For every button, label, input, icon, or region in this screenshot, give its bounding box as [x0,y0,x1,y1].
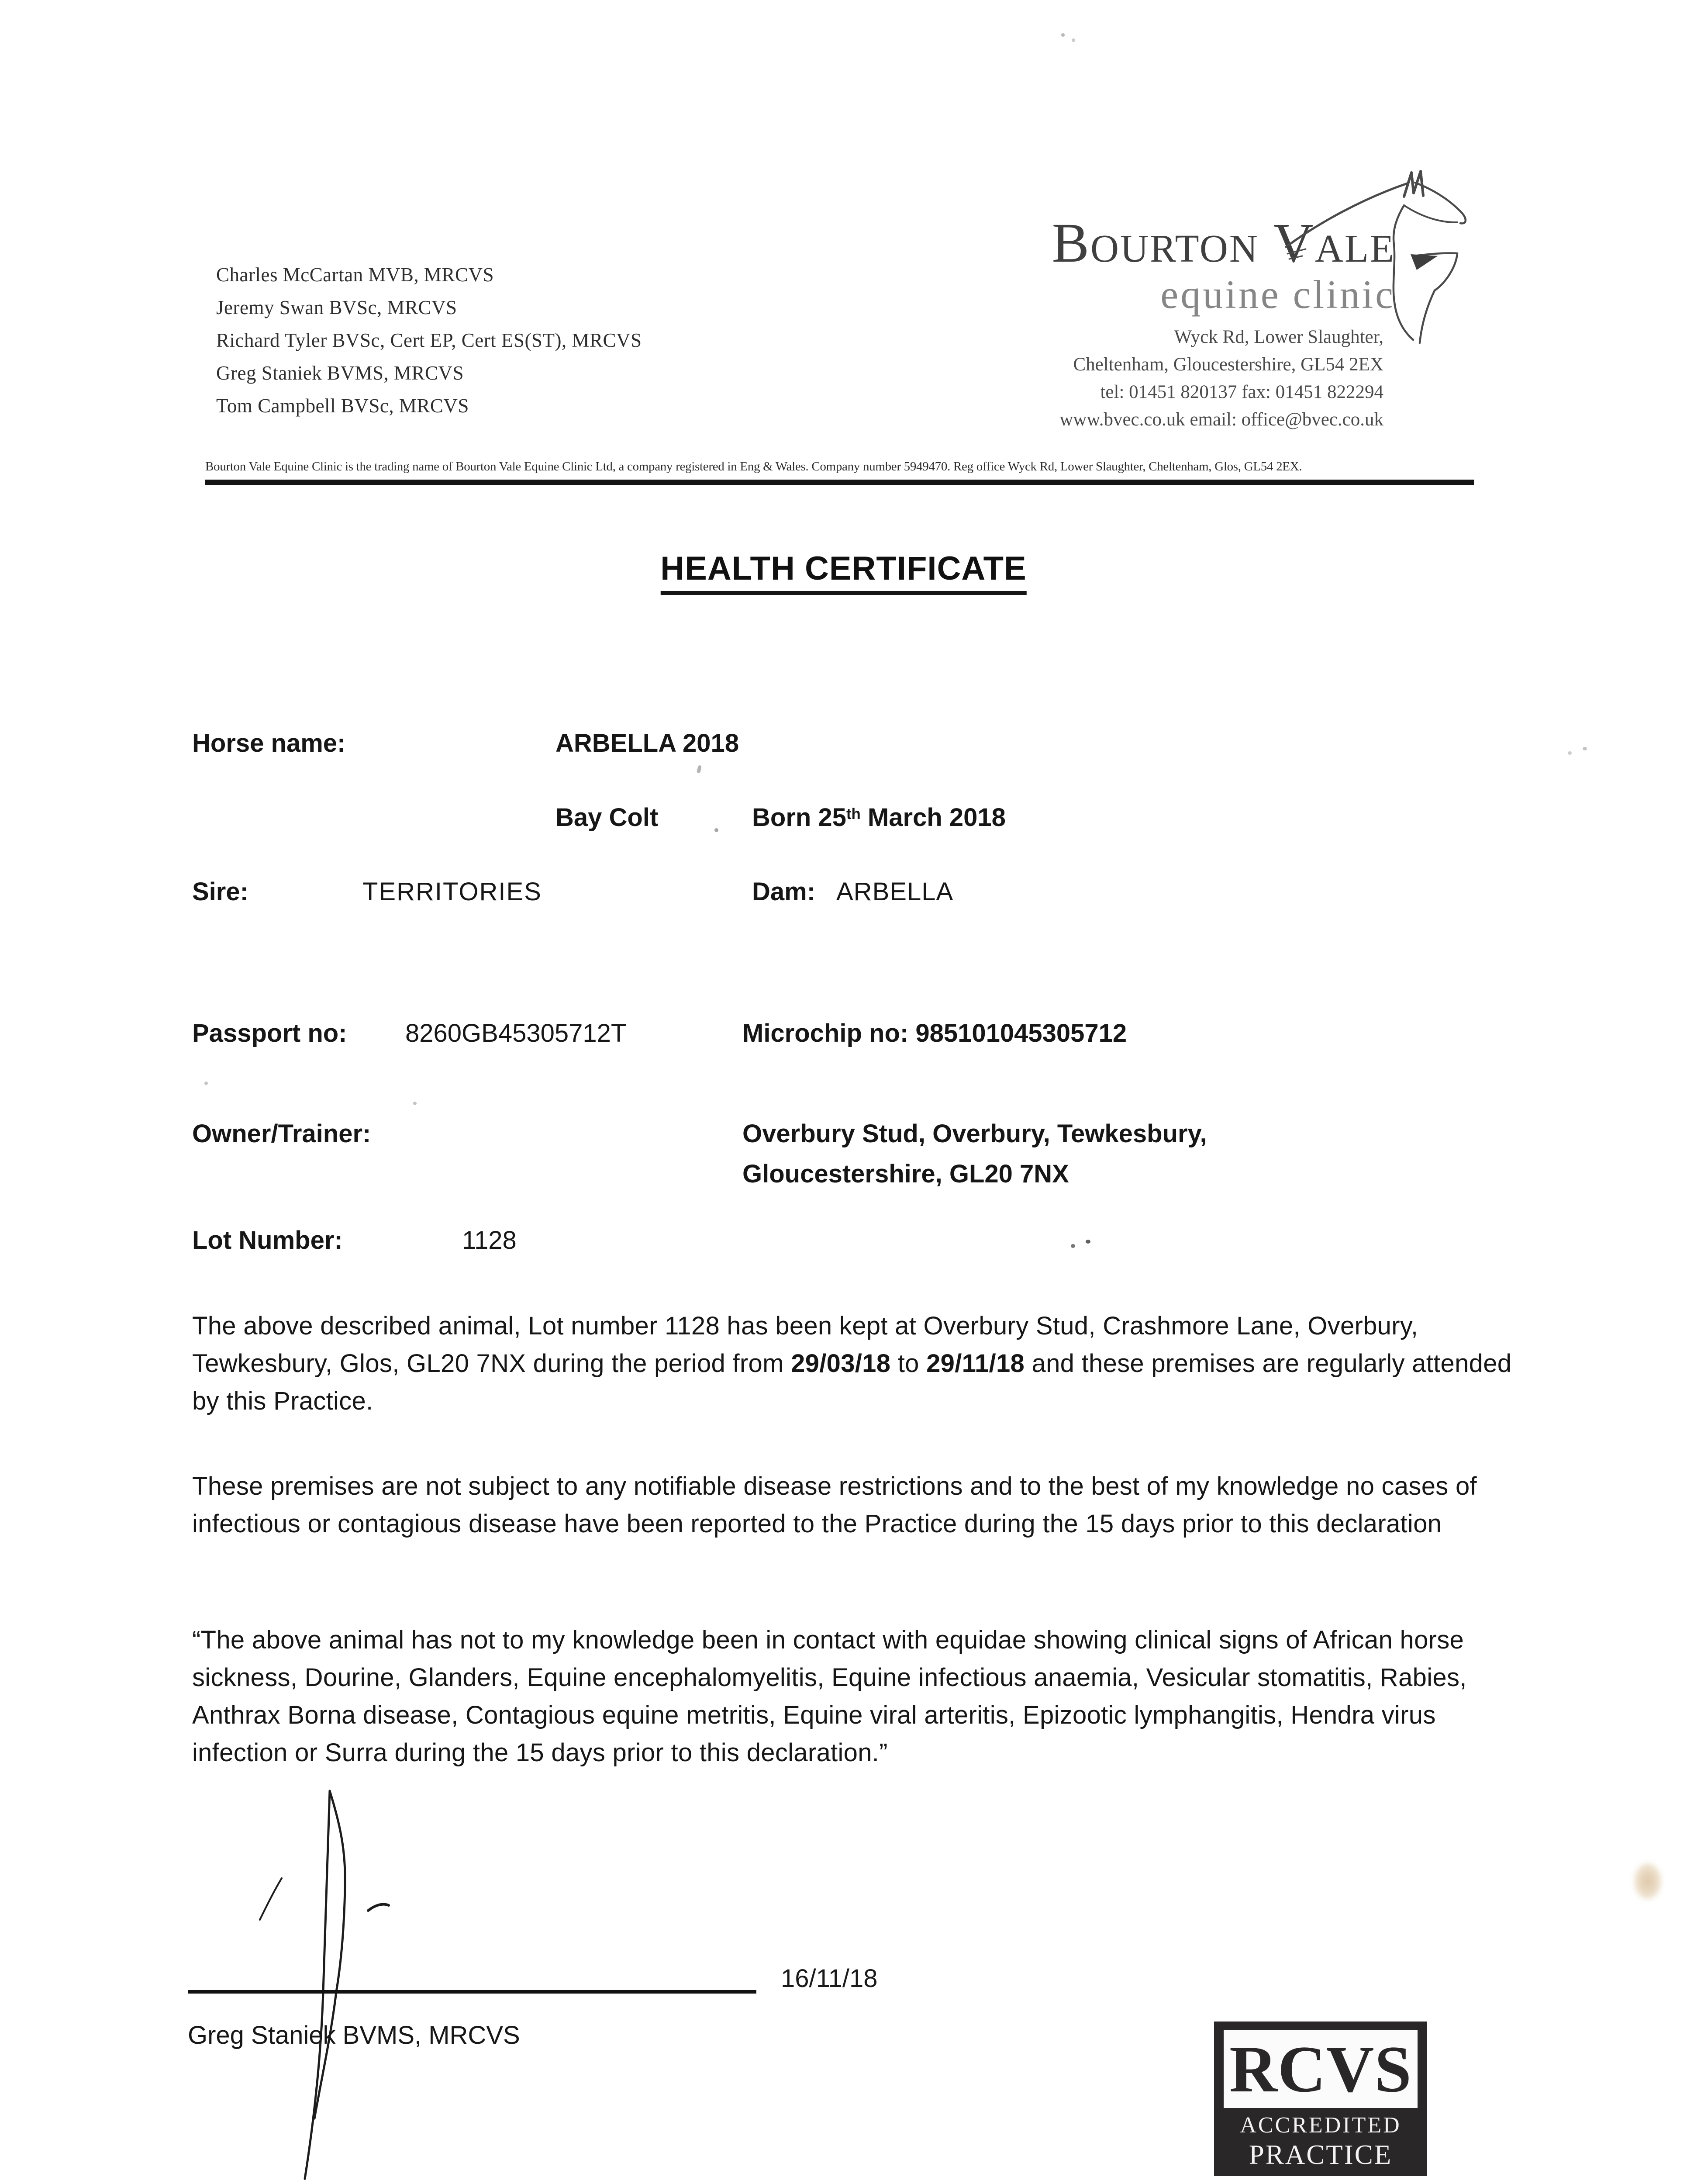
dam-value: ARBELLA [836,878,954,906]
rcvs-logo-acronym: RCVS [1229,2032,1412,2106]
header-divider-rule [205,480,1474,485]
declaration-paragraph-premises: The above described animal, Lot number 1128 has been kept at Overbury Stud, Crashmore Lane, Overbury, Tewkesbury, Glos, GL20 7NX during the period from 29/03/18 to 29/11/18 and these premises are regularly attended by this Practice. [192,1312,1512,1415]
owner-address-line1: Overbury Stud, Overbury, Tewkesbury, [742,1120,1207,1148]
owner-address-line2: Gloucestershire, GL20 7NX [742,1160,1069,1188]
scan-artifact-dot [714,828,718,832]
page-title: HEALTH CERTIFICATE [660,549,1026,595]
horse-name-value: ARBELLA 2018 [555,729,739,757]
scan-artifact-dot [1583,747,1587,750]
vet-name: Richard Tyler BVSc, Cert EP, Cert ES(ST), MRCVS [216,329,642,351]
signature-date: 16/11/18 [781,1964,878,1993]
vet-name: Charles McCartan MVB, MRCVS [216,264,494,286]
address-line: tel: 01451 820137 fax: 01451 822294 [1100,382,1383,402]
scan-artifact-dot [413,1102,417,1105]
rcvs-logo-practice-text: PRACTICE [1249,2139,1393,2170]
scan-artifact-dot [1061,33,1065,37]
vet-name: Tom Campbell BVSc, MRCVS [216,395,469,417]
sire-value: TERRITORIES [362,878,542,906]
sex-colour-value: Bay Colt [555,803,659,832]
owner-trainer-label: Owner/Trainer: [192,1120,371,1148]
scan-artifact-dot [1086,1240,1090,1244]
company-registration-line: Bourton Vale Equine Clinic is the trading name of Bourton Vale Equine Clinic Ltd, a company registered in Eng & Wales. Company number 5949470. Reg office Wyck Rd, Lower Slaughter, Cheltenham, Glos, GL54 2EX. [205,460,1302,473]
address-line: Cheltenham, Gloucestershire, GL54 2EX [1073,354,1383,375]
scan-artifact-dot [1071,1244,1075,1248]
address-line: www.bvec.co.uk email: office@bvec.co.uk [1059,409,1383,430]
handwritten-signature [236,1773,419,2184]
rcvs-logo-top-panel [1224,2030,1418,2108]
scan-artifact-mark [697,765,702,773]
scan-artifact-dot [1072,38,1075,42]
horse-head-icon [1284,157,1537,358]
passport-label: Passport no: [192,1019,347,1047]
clinic-logo-wordmark: Bourton Vale [1052,212,1395,274]
signature-line [188,1990,756,1994]
horse-name-label: Horse name: [192,729,346,757]
rcvs-logo-accredited-text: ACCREDITED [1240,2113,1401,2138]
sire-label: Sire: [192,878,248,906]
scan-artifact-smudge [1634,1863,1661,1899]
declaration-paragraph-disease-restrictions: These premises are not subject to any notifiable disease restrictions and to the best of my knowledge no cases of infectious or contagious disease have been reported to the Practice during the 15 days prior to this declaration [192,1472,1477,1538]
ordinal-superscript: th [846,805,861,823]
microchip-line: Microchip no: 985101045305712 [742,1019,1127,1047]
vet-name: Jeremy Swan BVSc, MRCVS [216,297,457,318]
signatory-name: Greg Staniek BVMS, MRCVS [188,2021,520,2049]
rcvs-accredited-practice-logo [1214,2022,1427,2176]
declaration-paragraph-contact-diseases: “The above animal has not to my knowledge been in contact with equidae showing clinical signs of African horse sickness, Dourine, Glanders, Equine encephalomyelitis, Equine infectious anaemia, Vesicular stomatitis, Rabies, Anthrax Borna disease, Contagious equine metritis, Equine viral arteritis, Epizootic lymphangitis, Hendra virus infection or Surra during the 15 days prior to this declaration.” [192,1626,1467,1767]
dam-label: Dam: [752,878,816,906]
date-of-birth-value: Born 25th March 2018 [752,803,1006,832]
passport-value: 8260GB45305712T [405,1019,627,1047]
vet-name: Greg Staniek BVMS, MRCVS [216,362,464,384]
clinic-logo-subtitle: equine clinic [1160,272,1395,317]
scan-artifact-dot [204,1082,208,1085]
lot-number-label: Lot Number: [192,1226,343,1254]
address-line: Wyck Rd, Lower Slaughter, [1174,327,1383,347]
scan-artifact-dot [1568,751,1572,755]
vet-names-list [216,259,642,422]
lot-number-value: 1128 [462,1226,517,1254]
